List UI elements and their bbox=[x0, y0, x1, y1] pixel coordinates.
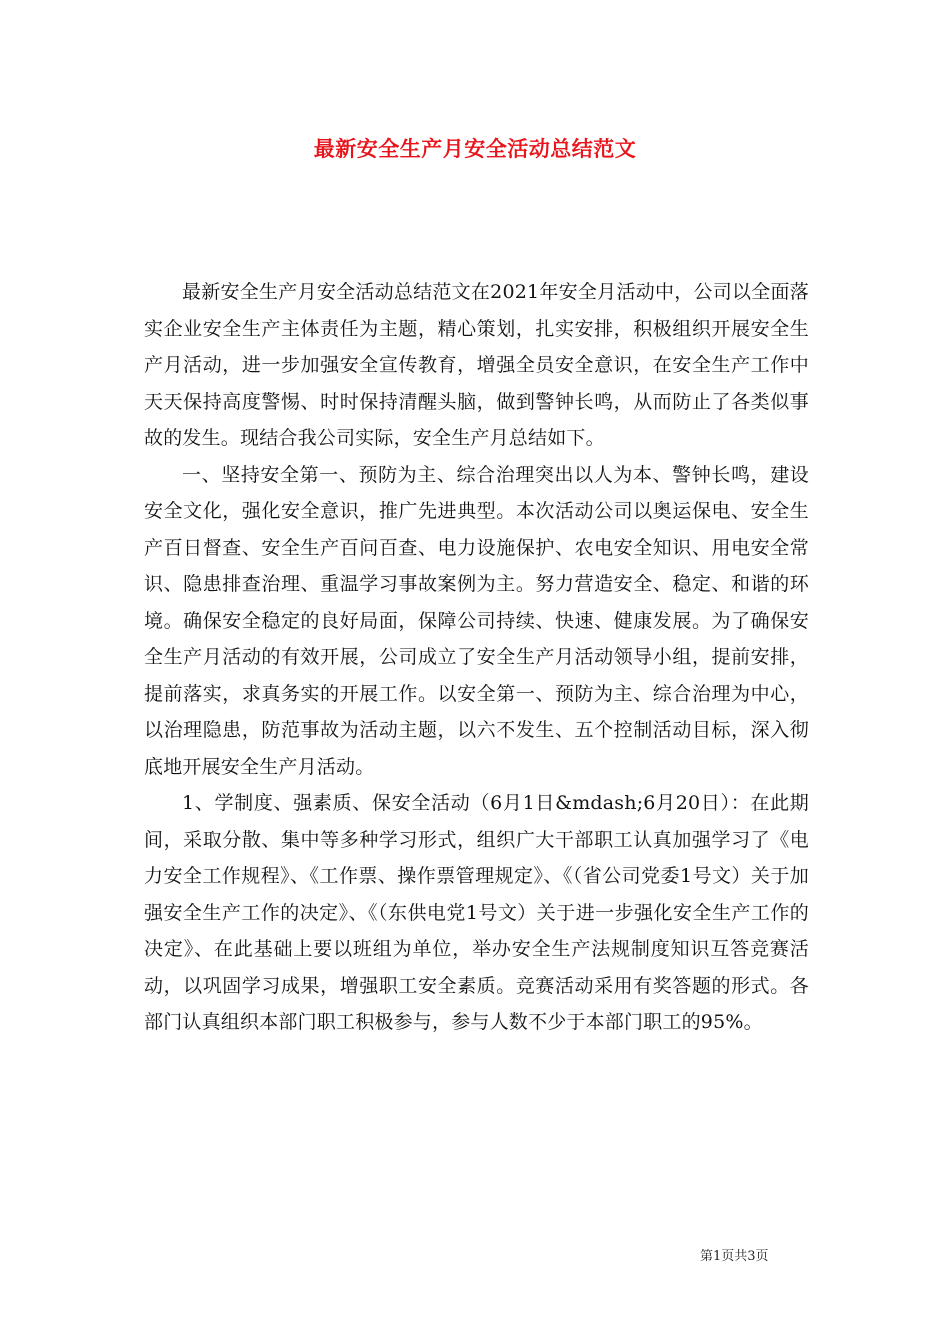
paragraph-intro: 最新安全生产月安全活动总结范文在2021年安全月活动中，公司以全面落实企业安全生产主体责任为主题，精心策划，扎实安排，积极组织开展安全生产月活动，进一步加强安全宣传教育，增强全员安全意识，在安全生产工作中天天保持高度警惕、时时保持清醒头脑，做到警钟长鸣，从而防止了各类似事故的发生。现结合我公司实际，安全生产月总结如下。 bbox=[144, 281, 809, 449]
paragraph-section-one: 一、坚持安全第一、预防为主、综合治理突出以人为本、警钟长鸣，建设安全文化，强化安全意识，推广先进典型。本次活动公司以奥运保电、安全生产百日督查、安全生产百问百查、电力设施保护、农电安全知识、用电安全常识、隐患排查治理、重温学习事故案例为主。努力营造安全、稳定、和谐的环境。确保安全稳定的良好局面，保障公司持续、快速、健康发展。为了确保安全生产月活动的有效开展，公司成立了安全生产月活动领导小组，提前安排，提前落实，求真务实的开展工作。以安全第一、预防为主、综合治理为中心，以治理隐患，防范事故为活动主题，以六不发生、五个控制活动目标，深入彻底地开展安全生产月活动。 bbox=[144, 463, 809, 778]
document-title: 最新安全生产月安全活动总结范文 bbox=[313, 137, 637, 161]
paragraph-item-one: 1、学制度、强素质、保安全活动（6月1日&mdash;6月20日）：在此期间，采取分散、集中等多种学习形式，组织广大干部职工认真加强学习了《电力安全工作规程》、《工作票、操作票管理规定》、《（省公司党委1号文）关于加强安全生产工作的决定》、《（东供电党1号文）关于进一步强化安全生产工作的决定》、在此基础上要以班组为单位，举办安全生产法规制度知识互答竞赛活动，以巩固学习成果，增强职工安全素质。竞赛活动采用有奖答题的形式。各部门认真组织本部门职工积极参与，参与人数不少于本部门职工的95%。 bbox=[144, 792, 809, 1033]
document-body bbox=[144, 274, 809, 1041]
page-indicator: 第1页共3页 bbox=[700, 1249, 769, 1264]
